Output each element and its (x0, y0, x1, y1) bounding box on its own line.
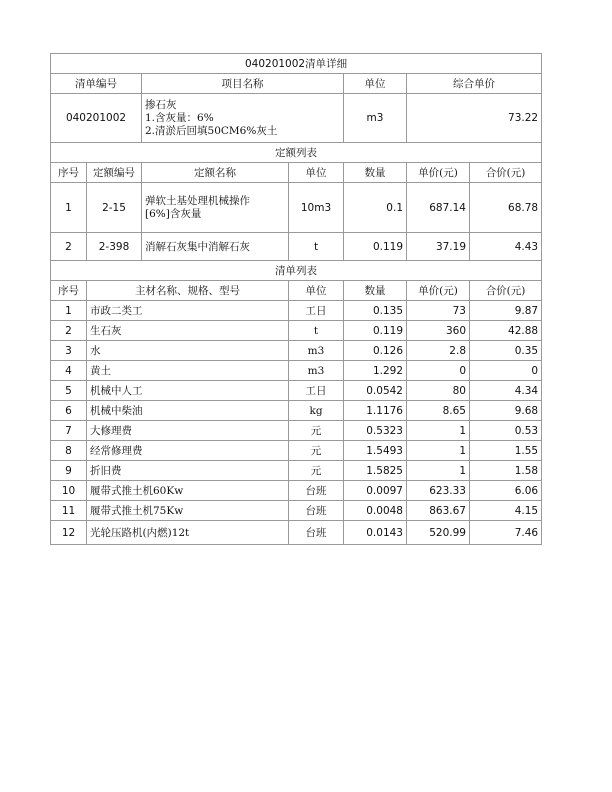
quota-seq: 2 (51, 233, 87, 261)
material-price: 360 (407, 321, 470, 341)
quota-section-title: 定额列表 (51, 143, 542, 163)
table-title: 040201002清单详细 (51, 54, 542, 74)
quota-name-line: [6%]含灰量 (145, 207, 202, 220)
material-seq: 11 (51, 501, 87, 521)
quota-price-header: 单价(元) (407, 163, 470, 183)
quota-row (51, 183, 542, 233)
material-total: 0 (470, 361, 542, 381)
material-total: 9.87 (470, 301, 542, 321)
material-unit: 台班 (289, 521, 344, 545)
material-seq: 10 (51, 481, 87, 501)
quota-header-row (51, 163, 542, 183)
material-name: 大修理费 (87, 421, 289, 441)
quota-section-row (51, 143, 542, 163)
material-name: 经常修理费 (87, 441, 289, 461)
material-name: 机械中人工 (87, 381, 289, 401)
material-name: 生石灰 (87, 321, 289, 341)
material-name: 折旧费 (87, 461, 289, 481)
material-total-header: 合价(元) (470, 281, 542, 301)
bill-header-row (51, 74, 542, 94)
material-total: 0.35 (470, 341, 542, 361)
material-total: 6.06 (470, 481, 542, 501)
material-price: 73 (407, 301, 470, 321)
bill-name-line: 1.含灰量：6% (145, 111, 214, 124)
material-seq: 2 (51, 321, 87, 341)
material-unit: 工日 (289, 301, 344, 321)
quota-code: 2-398 (87, 233, 142, 261)
material-total: 4.34 (470, 381, 542, 401)
bill-unit-price: 73.22 (407, 94, 542, 143)
material-unit: 元 (289, 441, 344, 461)
material-row (51, 461, 542, 481)
material-total: 7.46 (470, 521, 542, 545)
material-qty: 0.0048 (344, 501, 407, 521)
quota-price: 687.14 (407, 183, 470, 233)
material-unit: m3 (289, 341, 344, 361)
material-price: 863.67 (407, 501, 470, 521)
bill-unit: m3 (344, 94, 407, 143)
material-seq: 6 (51, 401, 87, 421)
quota-qty-header: 数量 (344, 163, 407, 183)
material-seq-header: 序号 (51, 281, 87, 301)
material-name: 市政二类工 (87, 301, 289, 321)
material-unit: 台班 (289, 501, 344, 521)
material-row (51, 361, 542, 381)
material-row (51, 421, 542, 441)
material-header-row (51, 281, 542, 301)
material-seq: 1 (51, 301, 87, 321)
quota-qty: 0.119 (344, 233, 407, 261)
quota-price: 37.19 (407, 233, 470, 261)
material-row (51, 481, 542, 501)
material-seq: 9 (51, 461, 87, 481)
bill-unit-price-header: 综合单价 (407, 74, 542, 94)
material-name: 履带式推土机60Kw (87, 481, 289, 501)
material-qty: 0.119 (344, 321, 407, 341)
material-qty: 1.292 (344, 361, 407, 381)
material-total: 9.68 (470, 401, 542, 421)
material-qty: 1.1176 (344, 401, 407, 421)
material-price: 1 (407, 461, 470, 481)
material-qty: 1.5825 (344, 461, 407, 481)
quota-name (142, 183, 289, 233)
quota-name: 消解石灰集中消解石灰 (142, 233, 289, 261)
material-seq: 4 (51, 361, 87, 381)
material-price: 8.65 (407, 401, 470, 421)
material-section-title: 清单列表 (51, 261, 542, 281)
material-unit-header: 单位 (289, 281, 344, 301)
quota-total: 68.78 (470, 183, 542, 233)
material-price: 2.8 (407, 341, 470, 361)
bill-name-header: 项目名称 (142, 74, 344, 94)
material-total: 1.58 (470, 461, 542, 481)
quota-unit: 10m3 (289, 183, 344, 233)
quota-name-header: 定额名称 (142, 163, 289, 183)
quota-unit: t (289, 233, 344, 261)
material-row (51, 341, 542, 361)
material-unit: 元 (289, 421, 344, 441)
quota-total-header: 合价(元) (470, 163, 542, 183)
bill-name-line: 掺石灰 (145, 98, 177, 111)
material-unit: 台班 (289, 481, 344, 501)
material-name: 水 (87, 341, 289, 361)
material-total: 4.15 (470, 501, 542, 521)
bill-unit-header: 单位 (344, 74, 407, 94)
material-qty: 0.0097 (344, 481, 407, 501)
material-price: 0 (407, 361, 470, 381)
material-row (51, 501, 542, 521)
material-seq: 3 (51, 341, 87, 361)
material-row (51, 521, 542, 545)
material-unit: m3 (289, 361, 344, 381)
material-qty-header: 数量 (344, 281, 407, 301)
material-unit: 元 (289, 461, 344, 481)
material-name: 黄土 (87, 361, 289, 381)
quota-unit-header: 单位 (289, 163, 344, 183)
bill-name-line: 2.清淤后回填50CM6%灰土 (145, 124, 278, 137)
material-total: 42.88 (470, 321, 542, 341)
bill-row (51, 94, 542, 143)
material-row (51, 301, 542, 321)
quota-total: 4.43 (470, 233, 542, 261)
material-name: 履带式推土机75Kw (87, 501, 289, 521)
material-total: 0.53 (470, 421, 542, 441)
material-row (51, 381, 542, 401)
quota-name-line: 弹软土基处理机械操作 (145, 194, 250, 207)
material-price: 1 (407, 441, 470, 461)
material-seq: 7 (51, 421, 87, 441)
quota-seq: 1 (51, 183, 87, 233)
material-seq: 8 (51, 441, 87, 461)
material-seq: 5 (51, 381, 87, 401)
quota-seq-header: 序号 (51, 163, 87, 183)
material-name: 机械中柴油 (87, 401, 289, 421)
title-row (51, 54, 542, 74)
material-name-header: 主材名称、规格、型号 (87, 281, 289, 301)
quota-row (51, 233, 542, 261)
material-qty: 0.135 (344, 301, 407, 321)
material-price: 80 (407, 381, 470, 401)
material-price: 1 (407, 421, 470, 441)
material-unit: 工日 (289, 381, 344, 401)
material-qty: 0.0143 (344, 521, 407, 545)
material-section-row (51, 261, 542, 281)
material-unit: t (289, 321, 344, 341)
bill-code-header: 清单编号 (51, 74, 142, 94)
material-row (51, 321, 542, 341)
material-price: 623.33 (407, 481, 470, 501)
quota-code: 2-15 (87, 183, 142, 233)
material-row (51, 441, 542, 461)
material-qty: 0.0542 (344, 381, 407, 401)
material-qty: 1.5493 (344, 441, 407, 461)
bill-code: 040201002 (51, 94, 142, 143)
quota-code-header: 定额编号 (87, 163, 142, 183)
material-unit: kg (289, 401, 344, 421)
bill-name (142, 94, 344, 143)
quota-qty: 0.1 (344, 183, 407, 233)
bill-detail-table (50, 53, 542, 545)
material-price: 520.99 (407, 521, 470, 545)
material-qty: 0.126 (344, 341, 407, 361)
material-seq: 12 (51, 521, 87, 545)
material-name: 光轮压路机(内燃)12t (87, 521, 289, 545)
material-price-header: 单价(元) (407, 281, 470, 301)
material-total: 1.55 (470, 441, 542, 461)
material-row (51, 401, 542, 421)
material-qty: 0.5323 (344, 421, 407, 441)
